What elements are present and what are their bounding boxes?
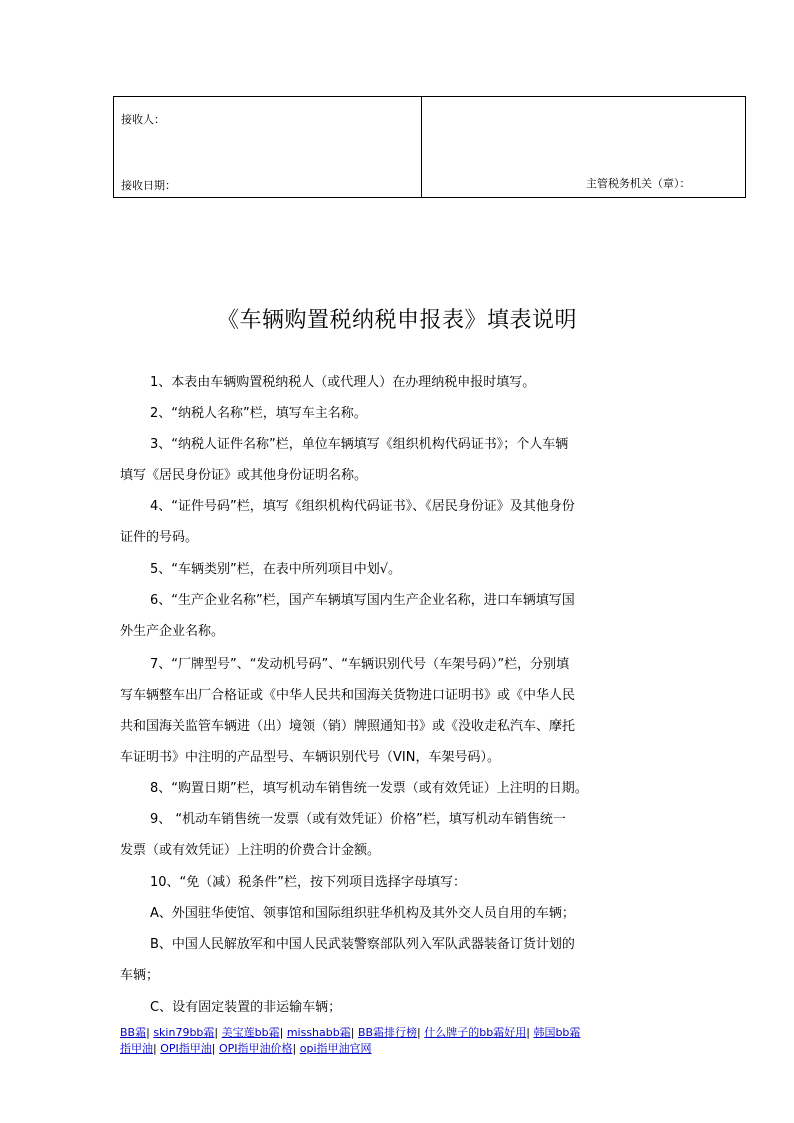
footer-link[interactable]: misshabb霜 xyxy=(286,1026,351,1039)
footer-link[interactable]: OPI指甲油 xyxy=(160,1042,212,1055)
instruction-line: C、设有固定装置的非运输车辆； xyxy=(150,1000,342,1015)
instruction-line: 证件的号码。 xyxy=(120,530,199,545)
instruction-line: 车证明书》中注明的产品型号、车辆识别代号（VIN，车架号码）。 xyxy=(120,750,500,765)
instruction-line: 7、“厂牌型号”、“发动机号码”、“车辆识别代号（车架号码）”栏，分别填 xyxy=(150,657,570,672)
instruction-line: A、外国驻华使馆、领事馆和国际组织驻华机构及其外交人员自用的车辆； xyxy=(150,906,575,921)
receiver-label: 接收人： xyxy=(121,113,165,126)
table-divider xyxy=(421,97,422,197)
page-title: 《车辆购置税纳税申报表》填表说明 xyxy=(216,308,577,333)
instruction-line: 写车辆整车出厂合格证或《中华人民共和国海关货物进口证明书》或《中华人民 xyxy=(120,688,576,703)
instruction-line: 3、“纳税人证件名称”栏，单位车辆填写《组织机构代码证书》；个人车辆 xyxy=(150,437,569,452)
instruction-line: 共和国海关监管车辆进（出）境领（销）牌照通知书》或《没收走私汽车、摩托 xyxy=(120,719,576,734)
instruction-line: 4、“证件号码”栏，填写《组织机构代码证书》、《居民身份证》及其他身份 xyxy=(150,499,575,514)
footer-link[interactable]: skin79bb霜 xyxy=(153,1026,215,1039)
footer-link[interactable]: BB霜排行榜 xyxy=(357,1026,418,1039)
instruction-line: 外生产企业名称。 xyxy=(120,624,225,639)
instruction-line: B、中国人民解放军和中国人民武装警察部队列入军队武器装备订货计划的 xyxy=(150,937,575,952)
footer-link[interactable]: 美宝莲bb霜 xyxy=(221,1026,280,1039)
footer-link[interactable]: BB霜 xyxy=(120,1026,147,1039)
footer-link[interactable]: 什么牌子的bb霜好用 xyxy=(424,1026,527,1039)
instruction-line: 9、 “机动车销售统一发票（或有效凭证）价格”栏，填写机动车销售统一 xyxy=(150,812,566,827)
footer-link[interactable]: 韩国bb霜 xyxy=(533,1026,581,1039)
footer-links: BB霜| skin79bb霜| 美宝莲bb霜| misshabb霜| BB霜排行榜| 什么牌子的bb霜好用| 韩国bb霜 指甲油| OPI指甲油| OPI指甲油价格| opi指甲油官网 xyxy=(120,1026,581,1055)
instruction-line: 车辆； xyxy=(120,968,160,983)
receive-date-label: 接收日期： xyxy=(121,179,176,192)
footer-link[interactable]: OPI指甲油价格 xyxy=(218,1042,293,1055)
instruction-line: 2、“纳税人名称”栏，填写车主名称。 xyxy=(150,406,367,421)
receipt-table xyxy=(113,96,746,198)
footer-link[interactable]: opi指甲油官网 xyxy=(299,1042,372,1055)
instruction-line: 1、本表由车辆购置税纳税人（或代理人）在办理纳税申报时填写。 xyxy=(150,375,536,390)
tax-office-label: 主管税务机关（章）： xyxy=(586,177,691,190)
instruction-line: 填写《居民身份证》或其他身份证明名称。 xyxy=(120,468,368,483)
instruction-line: 发票（或有效凭证）上注明的价费合计金额。 xyxy=(120,843,381,858)
instruction-line: 10、“免（减）税条件”栏，按下列项目选择字母填写： xyxy=(150,875,467,890)
instruction-line: 6、“生产企业名称”栏，国产车辆填写国内生产企业名称，进口车辆填写国 xyxy=(150,593,575,608)
instruction-line: 5、“车辆类别”栏，在表中所列项目中划√。 xyxy=(150,562,402,577)
instruction-line: 8、“购置日期”栏，填写机动车销售统一发票（或有效凭证）上注明的日期。 xyxy=(150,781,588,796)
footer-link[interactable]: 指甲油 xyxy=(120,1042,153,1055)
